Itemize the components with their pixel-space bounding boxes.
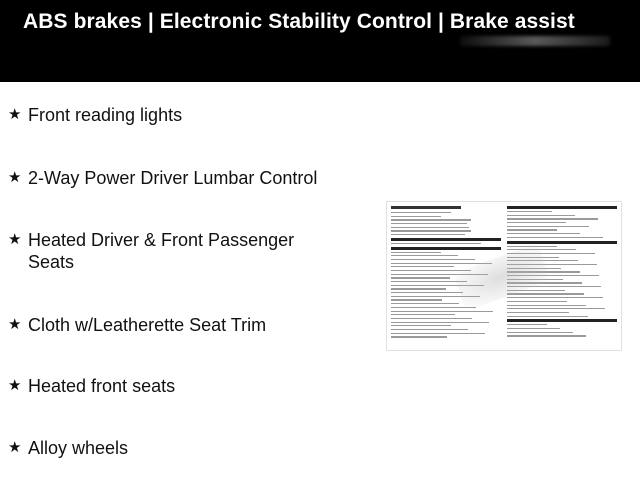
sticker-line	[391, 230, 471, 231]
sticker-line	[391, 307, 476, 308]
sticker-line	[507, 222, 566, 223]
sticker-line	[391, 266, 454, 267]
sticker-line	[507, 211, 552, 212]
sticker-line	[507, 328, 560, 329]
banner-faded-text	[460, 36, 610, 46]
feature-label: Heated front seats	[28, 376, 176, 396]
feature-label: 2-Way Power Driver Lumbar Control	[28, 168, 318, 188]
banner-title: ABS brakes | Electronic Stability Control | Brake assist	[23, 10, 575, 33]
sticker-line	[507, 335, 586, 336]
star-icon: ★	[8, 377, 22, 394]
feature-item	[8, 229, 308, 273]
star-icon: ★	[8, 169, 22, 186]
header-banner	[0, 0, 640, 82]
star-icon: ★	[8, 439, 22, 456]
sticker-line	[391, 333, 485, 334]
sticker-line	[507, 308, 605, 309]
feature-item	[8, 375, 348, 397]
sticker-line	[391, 292, 463, 293]
sticker-line	[391, 206, 461, 209]
sticker-line	[507, 226, 589, 227]
sticker-line	[391, 212, 451, 213]
feature-item	[8, 314, 348, 336]
sticker-line	[391, 252, 441, 253]
sticker-line	[507, 319, 617, 322]
feature-label: Alloy wheels	[28, 438, 129, 458]
sticker-line	[391, 288, 446, 289]
sticker-line	[507, 324, 547, 325]
sticker-line	[391, 303, 459, 304]
sticker-line	[391, 259, 475, 260]
sticker-line	[507, 312, 569, 313]
feature-item	[8, 104, 348, 126]
sticker-line	[391, 325, 451, 326]
sticker-line	[391, 329, 468, 330]
feature-label: Heated Driver & Front Passenger Seats	[28, 230, 295, 272]
sticker-line	[507, 218, 598, 219]
feature-label: Front reading lights	[28, 105, 183, 125]
feature-label: Cloth w/Leatherette Seat Trim	[28, 315, 267, 335]
sticker-line	[391, 219, 471, 220]
sticker-line	[391, 322, 489, 323]
sticker-line	[507, 206, 617, 209]
sticker-line	[507, 215, 575, 216]
sticker-line	[391, 314, 455, 315]
sticker-line	[391, 311, 493, 312]
window-sticker-image	[386, 201, 622, 351]
sticker-line	[507, 297, 603, 298]
sticker-line	[391, 255, 458, 256]
sticker-line	[507, 233, 580, 234]
star-icon: ★	[8, 106, 22, 123]
star-icon: ★	[8, 231, 22, 248]
feature-item	[8, 437, 348, 459]
star-icon: ★	[8, 316, 22, 333]
sticker-line	[507, 293, 584, 294]
sticker-line	[507, 241, 617, 244]
sticker-line	[507, 316, 588, 317]
sticker-line	[391, 247, 501, 250]
sticker-line	[391, 277, 450, 278]
sticker-line	[507, 332, 573, 333]
sticker-line	[391, 223, 467, 224]
sticker-line	[391, 238, 501, 241]
sticker-line	[391, 227, 469, 228]
sticker-line	[507, 237, 603, 238]
sticker-line	[391, 336, 447, 337]
sticker-line	[507, 305, 586, 306]
sticker-line	[507, 229, 557, 230]
sticker-line	[391, 318, 472, 319]
feature-item	[8, 167, 348, 189]
sticker-line	[391, 299, 442, 300]
sticker-line	[391, 234, 465, 235]
sticker-line	[391, 216, 441, 217]
sticker-line	[391, 243, 481, 244]
sticker-line	[507, 301, 567, 302]
